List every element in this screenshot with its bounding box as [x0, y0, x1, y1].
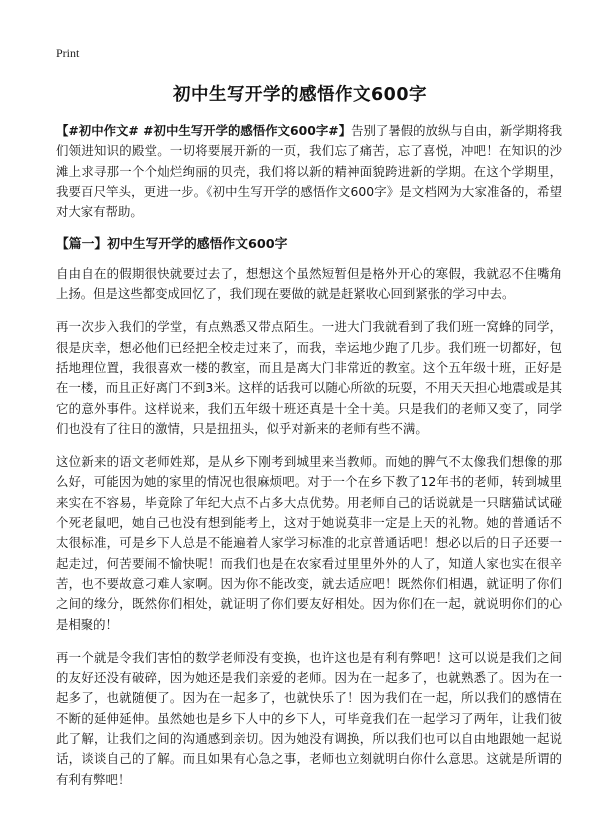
intro-tag: 【#初中作文# #初中生写开学的感悟作文600字#】 — [56, 123, 352, 138]
intro-paragraph — [56, 121, 562, 222]
article-title: 初中生写开学的感悟作文600字 — [172, 85, 428, 105]
section-heading: 【篇一】初中生写开学的感悟作文600字 — [56, 237, 288, 253]
body-paragraph: 自由自在的假期很快就要过去了，想想这个虽然短暂但是格外开心的寒假，我就忍不住嘴角上扬。但是这些都变成回忆了，我们现在要做的就是赶紧收心回到紧张的学习中去。 — [56, 265, 562, 302]
body-paragraph: 再一个就是令我们害怕的数学老师没有变换，也许这也是有利有弊吧！这可以说是我们之间的友好还没有破碎，因为她还是我们亲爱的老师。因为在一起多了，也就熟悉了。因为在一起多了，也就随便了。因为在一起多了，也就快乐了！因为我们在一起，所以我们的感情在不断的延伸延伸。虽然她也是乡下人中的乡下人，可毕竟我们在一起学习了两年，让我们彼此了解，让我们之间的沟通感到亲切。因为她没有调换，所以我们也可以自由地跟她一起说话，谈谈自己的了解。而且如果有心急之事，老师也立刻就明白你什么意思。这就是所谓的有利有弊吧！ — [56, 649, 562, 787]
body-paragraph: 再一次步入我们的学堂，有点熟悉又带点陌生。一进大门我就看到了我们班一窝蜂的同学，很是庆幸，想必他们已经把全校走过来了，而我，幸运地少跑了几步。我们班一切都好，包括地理位置，我很喜欢一楼的教室，而且是离大门非常近的教室。这个五年级十班，正好是在一楼，而且正好离门不到3米。这样的话我可以随心所欲的玩耍，不用天天担心地震或是其它的意外事件。这样说来，我们五年级十班还真是十全十美。只是我们的老师又变了，同学们也没有了往日的激情，只是扭扭头，似乎对新来的老师有些不满。 — [56, 319, 562, 436]
print-label: Print — [56, 46, 80, 60]
body-paragraph: 这位新来的语文老师姓郑，是从乡下刚考到城里来当教师。而她的脾气不太像我们想像的那么好，可能因为她的家里的情况也很麻烦吧。对于一个在乡下教了12年书的老师，转到城里来实在不容易，毕竟除了年纪大点不占多大点优势。用老师自己的话说就是一只瞎猫试试碰个死老鼠吧，她自己也没有想到能考上，这对于她说莫非一定是上天的礼物。她的普通话不太很标准，可是乡下人总是不能遍着人家学习标准的北京普通话吧！想必以后的日子还要一起走过，何苦要闹不愉快呢！而我们也是在农家看过里里外外的人了，知道人家也实在很辛苦，也不要故意刁难人家啊。因为你不能改变，就去适应吧！既然你们相遇，就证明了你们之间的缘分，既然你们相处，就证明了你们要友好相处。因为你们在一起，就说明你们的心是相聚的！ — [56, 454, 562, 632]
intro-text: 告别了暑假的放纵与自由，新学期将我们领进知识的殿堂。一切将要展开新的一页，我们忘了痛苦，忘了喜悦，冲吧！在知识的沙滩上求寻那一个个灿烂绚丽的贝壳，我们将以新的精神面貌跨进新的学期。在这个学期里，我要百尺竿头，更进一步。《初中生写开学的感悟作文600字》是文档网为大家准备的，希望对大家有帮助。 — [56, 123, 562, 220]
article-body — [56, 121, 562, 803]
